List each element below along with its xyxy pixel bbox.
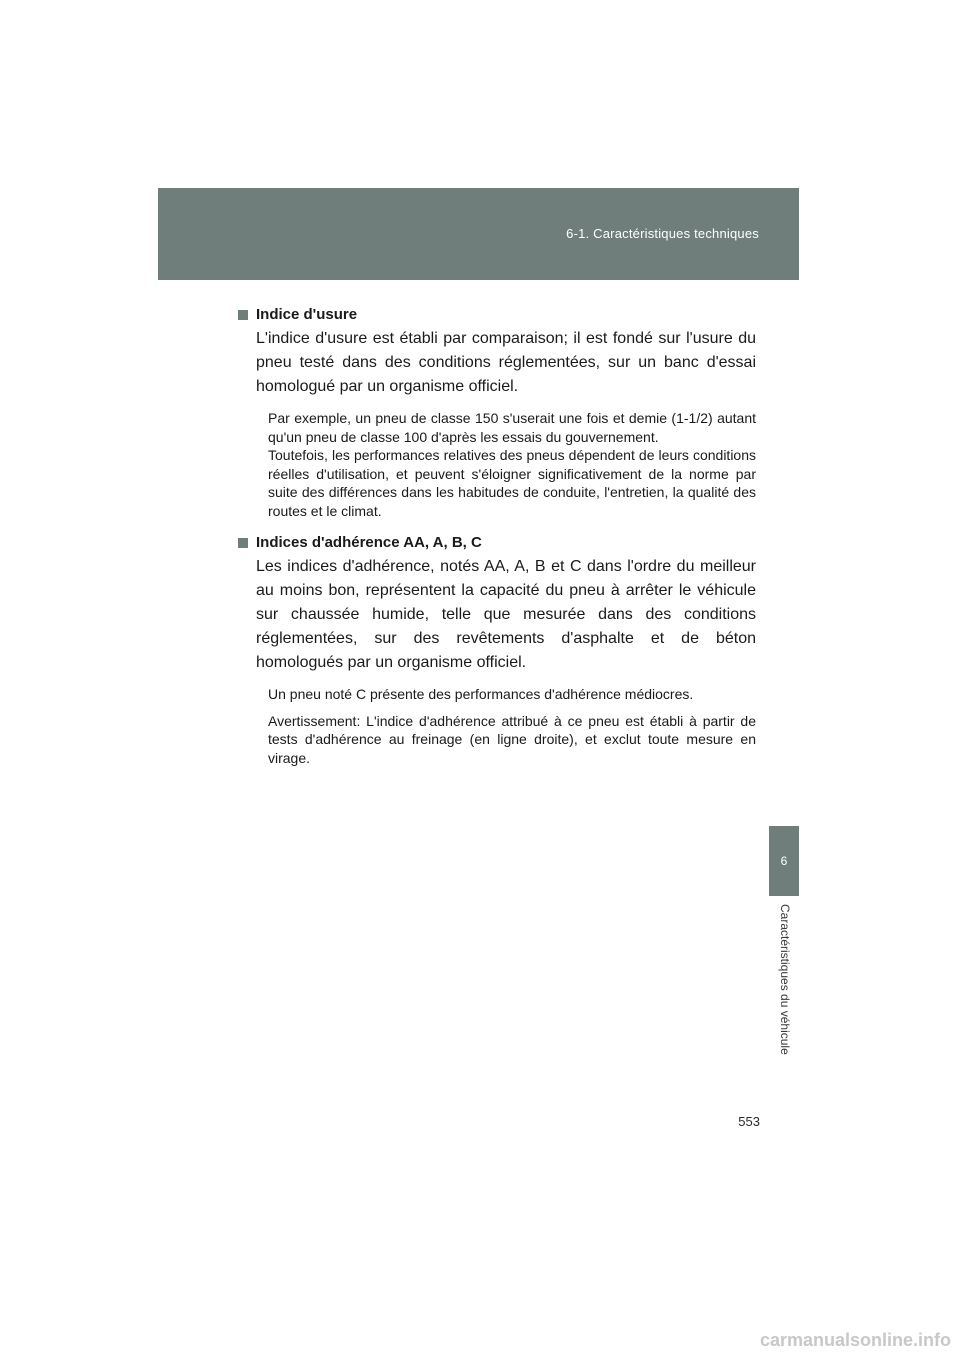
section-note: Par exemple, un pneu de classe 150 s'userait une fois et demie (1-1/2) autant qu'un pneu de classe 100 d'après les essais du gouvernement.	[268, 410, 756, 445]
watermark-logo: carmanualsonline.info	[760, 1330, 952, 1350]
section-heading	[238, 306, 756, 323]
section-heading-text: Indice d'usure	[256, 306, 358, 323]
section-traction-index	[238, 534, 756, 767]
section-note: Toutefois, les performances relatives des pneus dépendent de leurs conditions réelles d'utilisation, et peuvent s'éloigner significativement de la norme par suite des différences dans les habitudes de conduite, l'entretien, la qualité des routes et le climat.	[268, 447, 756, 519]
section-body: L'indice d'usure est établi par comparaison; il est fondé sur l'usure du pneu testé dans des conditions réglementées, sur un banc d'essai homologué par un organisme officiel.	[256, 330, 756, 395]
chapter-tab	[769, 826, 799, 896]
page-content	[238, 306, 756, 767]
section-heading-text: Indices d'adhérence AA, A, B, C	[256, 534, 482, 551]
chapter-title: 6-1. Caractéristiques techniques	[566, 226, 759, 241]
square-bullet-icon	[238, 310, 248, 320]
section-heading	[238, 534, 756, 551]
chapter-number: 6	[780, 854, 788, 868]
section-note: Un pneu noté C présente des performances d'adhérence médiocres.	[268, 686, 694, 702]
square-bullet-icon	[238, 538, 248, 548]
header-band	[158, 188, 799, 280]
section-body: Les indices d'adhérence, notés AA, A, B et C dans l'ordre du meilleur au moins bon, représentent la capacité du pneu à arrêter le véhicule sur chaussée humide, telle que mesurée dans des conditions réglementées, sur des revêtements d'asphalte et de béton homologués par un organisme officiel.	[256, 558, 756, 671]
page-number: 553	[738, 1114, 760, 1129]
section-wear-index	[238, 306, 756, 520]
chapter-side-label: Caractéristiques du véhicule	[778, 904, 792, 1055]
section-note: Avertissement: L'indice d'adhérence attribué à ce pneu est établi à partir de tests d'adhérence au freinage (en ligne droite), et exclut toute mesure en virage.	[268, 712, 756, 766]
